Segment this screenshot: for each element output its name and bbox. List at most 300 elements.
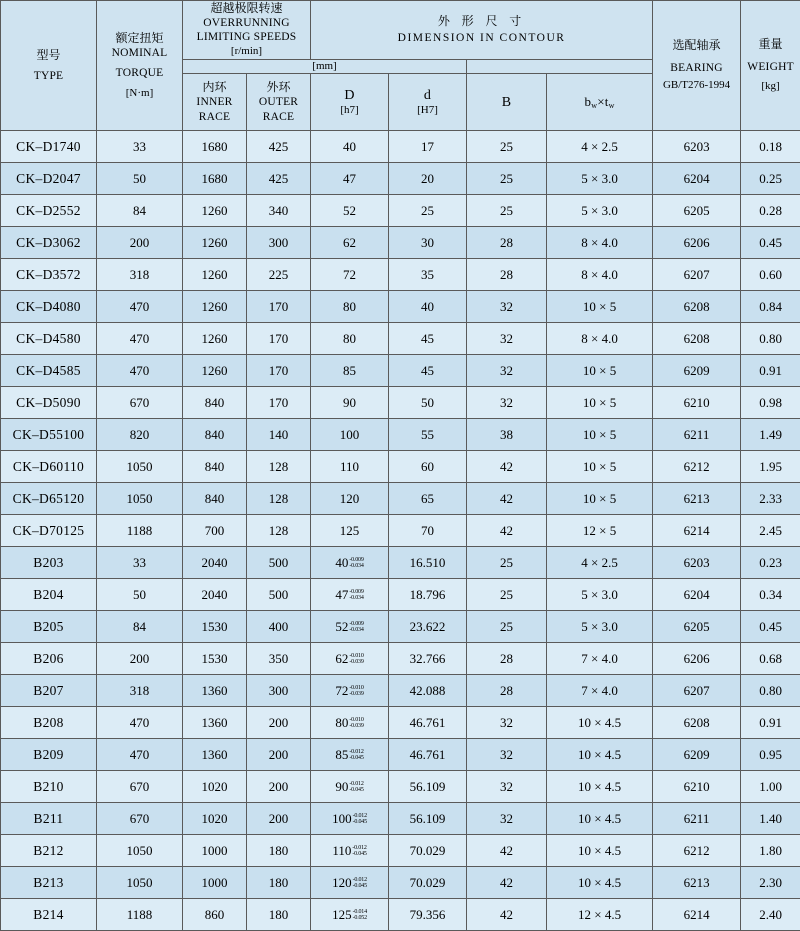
cell-type: B212 bbox=[1, 835, 97, 867]
cell-b: 32 bbox=[467, 323, 547, 355]
cell-bearing: 6211 bbox=[653, 803, 741, 835]
cell-keyway: 5 × 3.0 bbox=[547, 611, 653, 643]
cell-weight: 0.95 bbox=[741, 739, 800, 771]
cell-torque: 1188 bbox=[97, 899, 183, 931]
header-d-small-tol: [H7] bbox=[389, 104, 466, 118]
cell-keyway: 4 × 2.5 bbox=[547, 547, 653, 579]
cell-d-outer: 85 bbox=[311, 355, 389, 387]
cell-b: 25 bbox=[467, 163, 547, 195]
cell-weight: 0.45 bbox=[741, 611, 800, 643]
cell-inner-speed: 2040 bbox=[183, 547, 247, 579]
cell-inner-speed: 1260 bbox=[183, 355, 247, 387]
cell-b: 25 bbox=[467, 195, 547, 227]
cell-outer-speed: 180 bbox=[247, 867, 311, 899]
cell-keyway: 5 × 3.0 bbox=[547, 195, 653, 227]
cell-weight: 0.80 bbox=[741, 323, 800, 355]
cell-outer-speed: 180 bbox=[247, 899, 311, 931]
cell-d-outer: 85-0.012 -0.045 bbox=[311, 739, 389, 771]
cell-weight: 0.80 bbox=[741, 675, 800, 707]
cell-bearing: 6209 bbox=[653, 355, 741, 387]
cell-d-outer: 120 bbox=[311, 483, 389, 515]
cell-torque: 670 bbox=[97, 771, 183, 803]
cell-keyway: 10 × 4.5 bbox=[547, 771, 653, 803]
cell-bearing: 6206 bbox=[653, 227, 741, 259]
cell-inner-speed: 1000 bbox=[183, 835, 247, 867]
cell-outer-speed: 170 bbox=[247, 323, 311, 355]
header-bearing-cn: 选配轴承 bbox=[653, 38, 740, 53]
cell-torque: 670 bbox=[97, 387, 183, 419]
cell-torque: 318 bbox=[97, 259, 183, 291]
cell-d-inner: 18.796 bbox=[389, 579, 467, 611]
cell-torque: 470 bbox=[97, 291, 183, 323]
table-row bbox=[1, 643, 800, 675]
table-row bbox=[1, 579, 800, 611]
header-weight-en: WEIGHT bbox=[741, 60, 800, 74]
cell-outer-speed: 300 bbox=[247, 675, 311, 707]
header-bearing-std: GB/T276-1994 bbox=[653, 79, 740, 93]
cell-b: 25 bbox=[467, 611, 547, 643]
cell-bearing: 6212 bbox=[653, 451, 741, 483]
cell-weight: 1.80 bbox=[741, 835, 800, 867]
cell-weight: 0.60 bbox=[741, 259, 800, 291]
cell-inner-speed: 840 bbox=[183, 451, 247, 483]
cell-d-outer: 100 bbox=[311, 419, 389, 451]
header-weight bbox=[741, 1, 800, 131]
cell-d-inner: 20 bbox=[389, 163, 467, 195]
cell-type: B211 bbox=[1, 803, 97, 835]
cell-d-outer: 125-0.014 -0.052 bbox=[311, 899, 389, 931]
cell-outer-speed: 500 bbox=[247, 579, 311, 611]
header-speeds-en2: LIMITING SPEEDS bbox=[183, 30, 310, 44]
cell-inner-speed: 840 bbox=[183, 483, 247, 515]
cell-torque: 820 bbox=[97, 419, 183, 451]
cell-outer-speed: 400 bbox=[247, 611, 311, 643]
cell-b: 32 bbox=[467, 387, 547, 419]
cell-b: 42 bbox=[467, 899, 547, 931]
cell-inner-speed: 1260 bbox=[183, 259, 247, 291]
table-row bbox=[1, 835, 800, 867]
cell-outer-speed: 340 bbox=[247, 195, 311, 227]
cell-b: 32 bbox=[467, 291, 547, 323]
header-b bbox=[467, 74, 547, 131]
table-row bbox=[1, 739, 800, 771]
cell-type: B209 bbox=[1, 739, 97, 771]
cell-d-inner: 46.761 bbox=[389, 739, 467, 771]
cell-torque: 50 bbox=[97, 163, 183, 195]
header-dimension-unit: [mm] bbox=[183, 60, 466, 74]
cell-keyway: 7 × 4.0 bbox=[547, 643, 653, 675]
cell-keyway: 5 × 3.0 bbox=[547, 579, 653, 611]
cell-b: 42 bbox=[467, 835, 547, 867]
header-torque-unit: [N·m] bbox=[97, 87, 182, 101]
cell-b: 32 bbox=[467, 707, 547, 739]
cell-d-outer: 120-0.012 -0.045 bbox=[311, 867, 389, 899]
table-row bbox=[1, 675, 800, 707]
cell-bearing: 6210 bbox=[653, 387, 741, 419]
cell-d-outer: 90-0.012 -0.045 bbox=[311, 771, 389, 803]
cell-type: CK–D70125 bbox=[1, 515, 97, 547]
header-bw-sub1: w bbox=[591, 101, 597, 110]
cell-torque: 84 bbox=[97, 195, 183, 227]
cell-inner-speed: 1260 bbox=[183, 323, 247, 355]
cell-torque: 470 bbox=[97, 323, 183, 355]
cell-d-inner: 70.029 bbox=[389, 835, 467, 867]
cell-type: B206 bbox=[1, 643, 97, 675]
cell-d-inner: 25 bbox=[389, 195, 467, 227]
cell-bearing: 6211 bbox=[653, 419, 741, 451]
cell-outer-speed: 425 bbox=[247, 131, 311, 163]
cell-torque: 470 bbox=[97, 739, 183, 771]
cell-weight: 0.91 bbox=[741, 355, 800, 387]
cell-type: CK–D55100 bbox=[1, 419, 97, 451]
table-row bbox=[1, 227, 800, 259]
cell-bearing: 6214 bbox=[653, 899, 741, 931]
cell-torque: 1188 bbox=[97, 515, 183, 547]
cell-d-outer: 40 bbox=[311, 131, 389, 163]
cell-d-outer: 62-0.010 -0.039 bbox=[311, 643, 389, 675]
header-dimension-cn: 外 形 尺 寸 bbox=[311, 14, 652, 29]
cell-weight: 0.45 bbox=[741, 227, 800, 259]
cell-keyway: 10 × 4.5 bbox=[547, 835, 653, 867]
cell-b: 42 bbox=[467, 867, 547, 899]
cell-inner-speed: 700 bbox=[183, 515, 247, 547]
cell-d-outer: 110-0.012 -0.045 bbox=[311, 835, 389, 867]
cell-outer-speed: 200 bbox=[247, 803, 311, 835]
cell-bearing: 6203 bbox=[653, 547, 741, 579]
cell-torque: 318 bbox=[97, 675, 183, 707]
table-row bbox=[1, 483, 800, 515]
cell-d-outer: 80-0.010 -0.039 bbox=[311, 707, 389, 739]
cell-type: B214 bbox=[1, 899, 97, 931]
header-speeds-unit: [r/min] bbox=[183, 45, 310, 59]
cell-torque: 1050 bbox=[97, 835, 183, 867]
cell-d-inner: 70 bbox=[389, 515, 467, 547]
cell-outer-speed: 500 bbox=[247, 547, 311, 579]
cell-bearing: 6207 bbox=[653, 259, 741, 291]
cell-inner-speed: 860 bbox=[183, 899, 247, 931]
table-row bbox=[1, 867, 800, 899]
cell-type: CK–D3062 bbox=[1, 227, 97, 259]
cell-type: CK–D4080 bbox=[1, 291, 97, 323]
cell-b: 32 bbox=[467, 739, 547, 771]
header-weight-unit: [kg] bbox=[741, 80, 800, 94]
cell-weight: 1.49 bbox=[741, 419, 800, 451]
cell-weight: 1.00 bbox=[741, 771, 800, 803]
header-speeds-cn: 超越极限转速 bbox=[183, 1, 310, 16]
header-torque bbox=[97, 1, 183, 131]
cell-outer-speed: 140 bbox=[247, 419, 311, 451]
cell-bearing: 6204 bbox=[653, 579, 741, 611]
cell-bearing: 6213 bbox=[653, 483, 741, 515]
cell-type: CK–D4585 bbox=[1, 355, 97, 387]
header-speeds-en: OVERRUNNING bbox=[183, 16, 310, 30]
cell-bearing: 6214 bbox=[653, 515, 741, 547]
cell-inner-speed: 1020 bbox=[183, 803, 247, 835]
cell-weight: 0.34 bbox=[741, 579, 800, 611]
cell-keyway: 10 × 4.5 bbox=[547, 803, 653, 835]
cell-keyway: 10 × 5 bbox=[547, 387, 653, 419]
cell-bearing: 6204 bbox=[653, 163, 741, 195]
table-row bbox=[1, 323, 800, 355]
cell-inner-speed: 1530 bbox=[183, 611, 247, 643]
cell-keyway: 5 × 3.0 bbox=[547, 163, 653, 195]
header-d-small-label: d bbox=[389, 87, 466, 105]
cell-d-outer: 110 bbox=[311, 451, 389, 483]
header-bearing bbox=[653, 1, 741, 131]
header-outer-race bbox=[247, 74, 311, 131]
cell-d-outer: 100-0.012 -0.045 bbox=[311, 803, 389, 835]
cell-b: 28 bbox=[467, 675, 547, 707]
cell-d-inner: 50 bbox=[389, 387, 467, 419]
cell-keyway: 8 × 4.0 bbox=[547, 259, 653, 291]
header-d-big-label: D bbox=[311, 87, 388, 105]
header-outer-en2: RACE bbox=[247, 110, 310, 124]
cell-d-outer: 47-0.009 -0.034 bbox=[311, 579, 389, 611]
cell-type: CK–D5090 bbox=[1, 387, 97, 419]
cell-inner-speed: 1530 bbox=[183, 643, 247, 675]
table-row bbox=[1, 163, 800, 195]
cell-outer-speed: 170 bbox=[247, 387, 311, 419]
cell-weight: 2.40 bbox=[741, 899, 800, 931]
cell-b: 32 bbox=[467, 803, 547, 835]
cell-inner-speed: 2040 bbox=[183, 579, 247, 611]
cell-d-inner: 46.761 bbox=[389, 707, 467, 739]
cell-weight: 0.23 bbox=[741, 547, 800, 579]
cell-keyway: 10 × 4.5 bbox=[547, 707, 653, 739]
cell-bearing: 6206 bbox=[653, 643, 741, 675]
header-d-big bbox=[311, 74, 389, 131]
cell-d-outer: 62 bbox=[311, 227, 389, 259]
cell-d-inner: 23.622 bbox=[389, 611, 467, 643]
cell-outer-speed: 170 bbox=[247, 291, 311, 323]
cell-b: 28 bbox=[467, 643, 547, 675]
header-type bbox=[1, 1, 97, 131]
cell-d-inner: 40 bbox=[389, 291, 467, 323]
cell-weight: 0.98 bbox=[741, 387, 800, 419]
cell-outer-speed: 350 bbox=[247, 643, 311, 675]
cell-d-inner: 16.510 bbox=[389, 547, 467, 579]
cell-keyway: 4 × 2.5 bbox=[547, 131, 653, 163]
cell-type: B205 bbox=[1, 611, 97, 643]
cell-inner-speed: 1000 bbox=[183, 867, 247, 899]
cell-b: 42 bbox=[467, 515, 547, 547]
cell-bearing: 6205 bbox=[653, 611, 741, 643]
cell-type: CK–D2552 bbox=[1, 195, 97, 227]
cell-outer-speed: 128 bbox=[247, 451, 311, 483]
cell-d-outer: 125 bbox=[311, 515, 389, 547]
header-inner-cn: 内环 bbox=[183, 80, 246, 95]
cell-torque: 1050 bbox=[97, 483, 183, 515]
cell-b: 32 bbox=[467, 771, 547, 803]
table-row bbox=[1, 387, 800, 419]
cell-type: CK–D1740 bbox=[1, 131, 97, 163]
header-dimension-unit-wrap bbox=[183, 59, 467, 74]
header-outer-en: OUTER bbox=[247, 95, 310, 109]
cell-d-outer: 47 bbox=[311, 163, 389, 195]
cell-keyway: 10 × 5 bbox=[547, 291, 653, 323]
cell-d-inner: 56.109 bbox=[389, 771, 467, 803]
cell-d-outer: 52 bbox=[311, 195, 389, 227]
table-row bbox=[1, 611, 800, 643]
cell-d-outer: 80 bbox=[311, 291, 389, 323]
cell-weight: 2.33 bbox=[741, 483, 800, 515]
cell-type: B204 bbox=[1, 579, 97, 611]
cell-keyway: 7 × 4.0 bbox=[547, 675, 653, 707]
cell-weight: 0.18 bbox=[741, 131, 800, 163]
cell-keyway: 12 × 4.5 bbox=[547, 899, 653, 931]
cell-outer-speed: 200 bbox=[247, 771, 311, 803]
cell-keyway: 10 × 5 bbox=[547, 483, 653, 515]
header-d-big-tol: [h7] bbox=[311, 104, 388, 118]
header-inner-en: INNER bbox=[183, 95, 246, 109]
cell-inner-speed: 1680 bbox=[183, 131, 247, 163]
header-bearing-en: BEARING bbox=[653, 61, 740, 75]
cell-type: B208 bbox=[1, 707, 97, 739]
cell-weight: 0.25 bbox=[741, 163, 800, 195]
cell-d-inner: 42.088 bbox=[389, 675, 467, 707]
table-row bbox=[1, 419, 800, 451]
cell-keyway: 10 × 5 bbox=[547, 355, 653, 387]
cell-d-inner: 55 bbox=[389, 419, 467, 451]
table-row bbox=[1, 771, 800, 803]
cell-b: 32 bbox=[467, 355, 547, 387]
cell-b: 25 bbox=[467, 579, 547, 611]
cell-keyway: 12 × 5 bbox=[547, 515, 653, 547]
cell-weight: 2.45 bbox=[741, 515, 800, 547]
cell-type: B207 bbox=[1, 675, 97, 707]
table-row bbox=[1, 547, 800, 579]
table-row bbox=[1, 291, 800, 323]
cell-type: B213 bbox=[1, 867, 97, 899]
cell-weight: 1.95 bbox=[741, 451, 800, 483]
cell-inner-speed: 1360 bbox=[183, 707, 247, 739]
cell-torque: 33 bbox=[97, 131, 183, 163]
cell-weight: 2.30 bbox=[741, 867, 800, 899]
cell-type: B210 bbox=[1, 771, 97, 803]
cell-bearing: 6210 bbox=[653, 771, 741, 803]
cell-torque: 1050 bbox=[97, 451, 183, 483]
cell-inner-speed: 1680 bbox=[183, 163, 247, 195]
cell-type: CK–D65120 bbox=[1, 483, 97, 515]
cell-d-outer: 90 bbox=[311, 387, 389, 419]
header-inner-race bbox=[183, 74, 247, 131]
cell-inner-speed: 1020 bbox=[183, 771, 247, 803]
cell-bearing: 6208 bbox=[653, 323, 741, 355]
cell-d-outer: 52-0.009 -0.034 bbox=[311, 611, 389, 643]
table-row bbox=[1, 451, 800, 483]
cell-weight: 0.28 bbox=[741, 195, 800, 227]
cell-b: 28 bbox=[467, 259, 547, 291]
cell-b: 42 bbox=[467, 483, 547, 515]
cell-inner-speed: 840 bbox=[183, 387, 247, 419]
cell-type: CK–D3572 bbox=[1, 259, 97, 291]
cell-bearing: 6212 bbox=[653, 835, 741, 867]
cell-bearing: 6209 bbox=[653, 739, 741, 771]
cell-torque: 200 bbox=[97, 643, 183, 675]
header-inner-en2: RACE bbox=[183, 110, 246, 124]
cell-weight: 0.91 bbox=[741, 707, 800, 739]
cell-inner-speed: 1360 bbox=[183, 739, 247, 771]
cell-d-inner: 45 bbox=[389, 355, 467, 387]
table-row bbox=[1, 899, 800, 931]
cell-outer-speed: 300 bbox=[247, 227, 311, 259]
cell-torque: 200 bbox=[97, 227, 183, 259]
cell-torque: 50 bbox=[97, 579, 183, 611]
cell-inner-speed: 1260 bbox=[183, 227, 247, 259]
table-row bbox=[1, 131, 800, 163]
cell-b: 42 bbox=[467, 451, 547, 483]
header-speeds bbox=[183, 1, 311, 60]
header-torque-cn: 额定扭矩 bbox=[97, 31, 182, 46]
cell-keyway: 10 × 5 bbox=[547, 419, 653, 451]
cell-keyway: 8 × 4.0 bbox=[547, 227, 653, 259]
cell-type: CK–D2047 bbox=[1, 163, 97, 195]
cell-d-inner: 79.356 bbox=[389, 899, 467, 931]
header-b-label: B bbox=[467, 94, 546, 112]
cell-torque: 84 bbox=[97, 611, 183, 643]
table-row bbox=[1, 803, 800, 835]
cell-keyway: 10 × 4.5 bbox=[547, 867, 653, 899]
cell-b: 25 bbox=[467, 131, 547, 163]
cell-d-inner: 45 bbox=[389, 323, 467, 355]
cell-torque: 1050 bbox=[97, 867, 183, 899]
cell-bearing: 6208 bbox=[653, 291, 741, 323]
cell-d-inner: 30 bbox=[389, 227, 467, 259]
cell-inner-speed: 840 bbox=[183, 419, 247, 451]
header-torque-en2: TORQUE bbox=[97, 66, 182, 80]
table-body bbox=[1, 131, 800, 931]
cell-d-inner: 70.029 bbox=[389, 867, 467, 899]
table-row bbox=[1, 515, 800, 547]
cell-inner-speed: 1260 bbox=[183, 195, 247, 227]
cell-bearing: 6207 bbox=[653, 675, 741, 707]
header-dimension bbox=[311, 1, 653, 60]
cell-outer-speed: 128 bbox=[247, 483, 311, 515]
cell-bearing: 6205 bbox=[653, 195, 741, 227]
cell-inner-speed: 1360 bbox=[183, 675, 247, 707]
cell-b: 28 bbox=[467, 227, 547, 259]
cell-keyway: 10 × 5 bbox=[547, 451, 653, 483]
cell-d-inner: 60 bbox=[389, 451, 467, 483]
header-row-1 bbox=[1, 1, 800, 60]
header-bw-tw bbox=[547, 74, 653, 131]
cell-outer-speed: 425 bbox=[247, 163, 311, 195]
table-row bbox=[1, 259, 800, 291]
table-row bbox=[1, 707, 800, 739]
cell-d-inner: 65 bbox=[389, 483, 467, 515]
cell-outer-speed: 200 bbox=[247, 739, 311, 771]
cell-bearing: 6203 bbox=[653, 131, 741, 163]
cell-b: 25 bbox=[467, 547, 547, 579]
header-outer-cn: 外环 bbox=[247, 80, 310, 95]
cell-torque: 470 bbox=[97, 355, 183, 387]
cell-d-outer: 80 bbox=[311, 323, 389, 355]
cell-d-inner: 32.766 bbox=[389, 643, 467, 675]
cell-d-inner: 35 bbox=[389, 259, 467, 291]
header-type-cn: 型号 bbox=[1, 48, 96, 63]
header-type-en: TYPE bbox=[1, 69, 96, 83]
cell-weight: 1.40 bbox=[741, 803, 800, 835]
cell-keyway: 10 × 4.5 bbox=[547, 739, 653, 771]
cell-inner-speed: 1260 bbox=[183, 291, 247, 323]
cell-b: 38 bbox=[467, 419, 547, 451]
cell-d-outer: 40-0.009 -0.034 bbox=[311, 547, 389, 579]
header-weight-cn: 重量 bbox=[741, 37, 800, 52]
cell-outer-speed: 170 bbox=[247, 355, 311, 387]
cell-bearing: 6208 bbox=[653, 707, 741, 739]
cell-d-outer: 72-0.010 -0.039 bbox=[311, 675, 389, 707]
cell-torque: 33 bbox=[97, 547, 183, 579]
